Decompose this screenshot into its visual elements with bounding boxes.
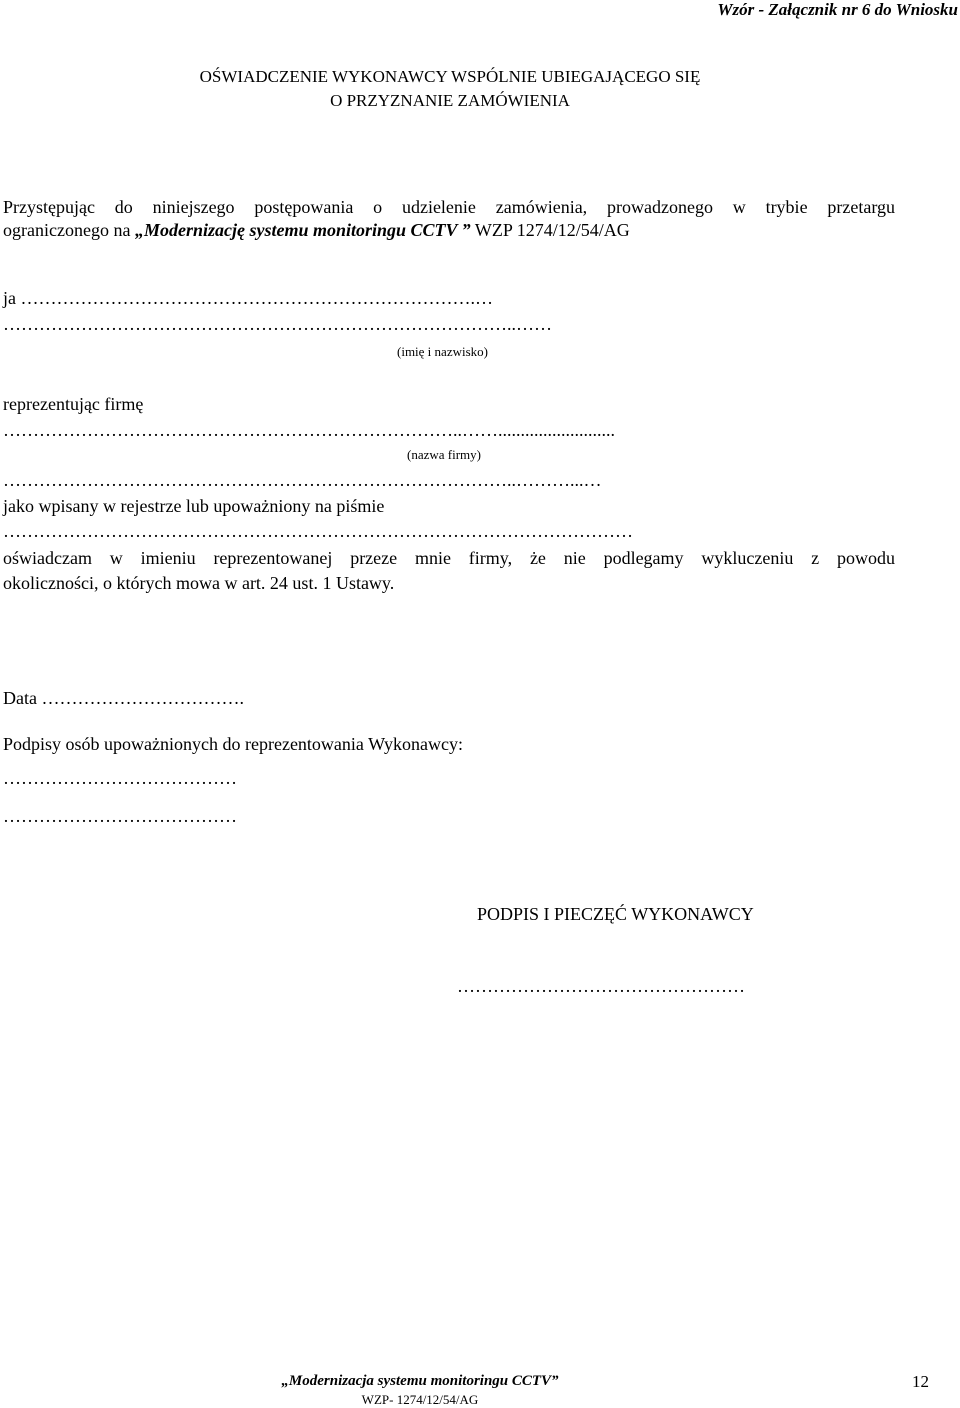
signature-line-1: ………………………………… [3, 768, 237, 788]
firm-caption: (nazwa firmy) [407, 447, 481, 462]
registry-dots-line: …………………………………………………………………………………………… [3, 521, 633, 541]
footer-reference: WZP- 1274/12/54/AG [361, 1392, 479, 1407]
document-title-line-1: OŚWIADCZENIE WYKONAWCY WSPÓLNIE UBIEGAJĄCEGO SIĘ [199, 67, 701, 86]
name-dots-line: …………………………………………………………………………..…… [3, 314, 552, 334]
intro-prefix: ograniczonego na [3, 220, 135, 240]
declaration-line-1: oświadczam w imieniu reprezentowanej przeze mnie firmy, że nie podlegamy wykluczeniu z powodu [3, 548, 895, 568]
signatures-label: Podpisy osób upoważnionych do reprezentowania Wykonawcy: [3, 734, 463, 754]
firm-label: reprezentując firmę [3, 394, 144, 414]
case-reference: WZP 1274/12/54/AG [470, 220, 630, 240]
page-number: 12 [912, 1372, 929, 1391]
firm-dots-line-1: …………………………………………………………………..…….......................... [3, 420, 615, 440]
stamp-label: PODPIS I PIECZĘĆ WYKONAWCY [477, 904, 754, 924]
name-input-line: ja ………………………………………………………………….… [3, 288, 493, 308]
intro-line-2 [3, 220, 630, 241]
attachment-note: Wzór - Załącznik nr 6 do Wniosku [717, 0, 958, 19]
footer-project-name: „Modernizacja systemu monitoringu CCTV” [281, 1373, 559, 1389]
project-name: „Modernizację systemu monitoringu CCTV ” [134, 220, 471, 240]
registry-label: jako wpisany w rejestrze lub upoważniony na piśmie [3, 496, 385, 516]
declaration-line-2: okoliczności, o których mowa w art. 24 ust. 1 Ustawy. [3, 573, 395, 593]
firm-dots-line-2: …………………………………………………………………………..………...… [3, 470, 602, 490]
intro-line-1: Przystępując do niniejszego postępowania o udzielenie zamówienia, prowadzonego w trybie przetargu [3, 197, 895, 217]
document-title-line-2: O PRZYZNANIE ZAMÓWIENIA [330, 91, 570, 110]
name-caption: (imię i nazwisko) [397, 344, 488, 359]
date-field: Data ……………………………. [3, 688, 244, 708]
signature-line-2: ………………………………… [3, 806, 237, 826]
stamp-dots-line: ………………………………………… [457, 976, 745, 996]
